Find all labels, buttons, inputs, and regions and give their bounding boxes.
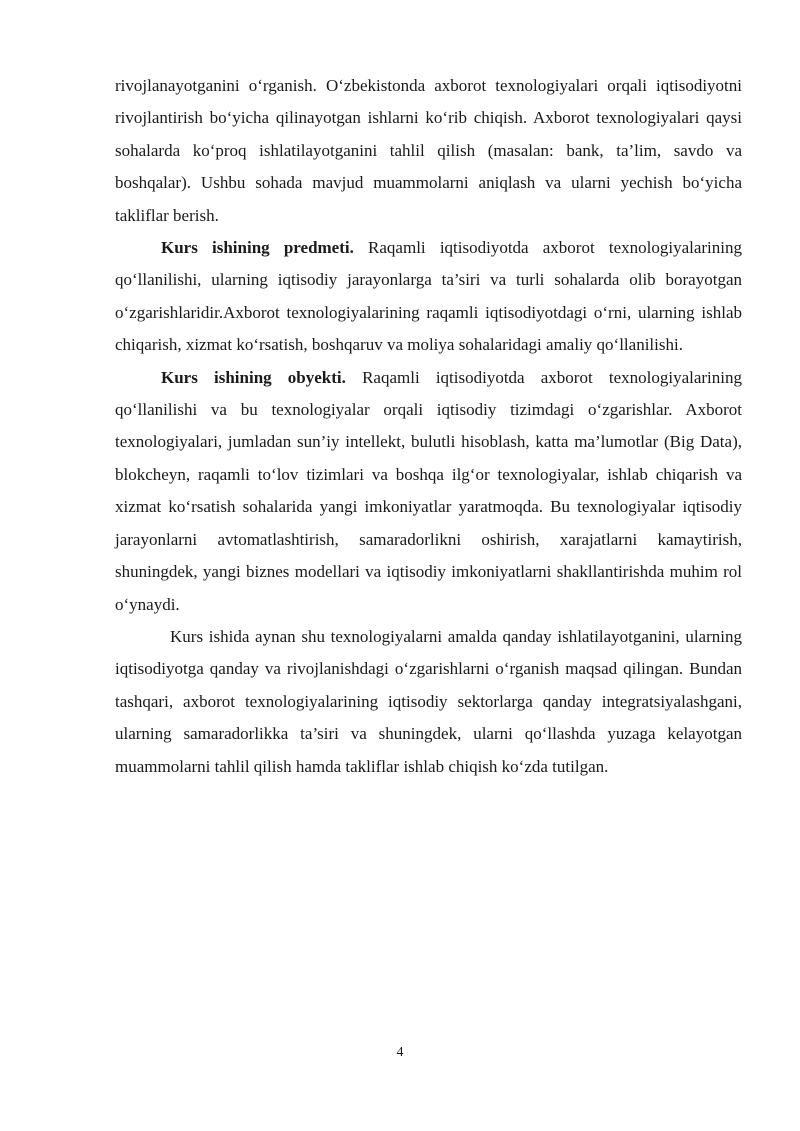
subject-heading: Kurs ishining predmeti. [161, 238, 354, 258]
paragraph-intro-continuation: rivojlanayotganini o‘rganish. O‘zbekistonda axborot texnologiyalari orqali iqtisodiyotni rivojlantirish bo‘yicha qilinayotgan ishlarni ko‘rib chiqish. Axborot texnologiyalari qaysi sohalarda ko‘proq ishlatilayotganini tahlil qilish (masalan: bank, ta’lim, savdo va boshqalar). Ushbu sohada mavjud muammolarni aniqlash va ularni yechish bo‘yicha takliflar berish. [115, 76, 742, 225]
page-number: 4 [396, 1045, 404, 1060]
subject-body: Raqamli iqtisodiyotda axborot texnologiyalarining qo‘llanilishi, ularning iqtisodiy jarayonlarga ta’siri va turli sohalarda olib borayotgan o‘zgarishlaridir.Axborot texnologiyalarining raqamli iqtisodiyotdagi o‘rni, ularning ishlab chiqarish, xizmat ko‘rsatish, boshqaruv va moliya sohalaridagi amaliy qo‘llanilishi. [115, 238, 742, 355]
paragraph-goal: Kurs ishida aynan shu texnologiyalarni amalda qanday ishlatilayotganini, ularning iqtisodiyotga qanday va rivojlanishdagi o‘zgarishlarni o‘rganish maqsad qilingan. Bundan tashqari, axborot texnologiyalarining iqtisodiy sektorlarga qanday integratsiyalashgani, ularning samaradorlikka ta’siri va shuningdek, ularni qo‘llashda yuzaga kelayotgan muammolarni tahlil qilish hamda takliflar ishlab chiqish ko‘zda tutilgan. [115, 626, 742, 776]
paragraph-object [115, 362, 742, 621]
object-body: Raqamli iqtisodiyotda axborot texnologiyalarining qo‘llanilishi va bu texnologiyalar orqali iqtisodiy tizimdagi o‘zgarishlar. Axborot texnologiyalari, jumladan sun’iy intellekt, bulutli hisoblash, katta ma’lumotlar (Big Data), blokcheyn, raqamli to‘lov tizimlari va boshqa ilg‘or texnologiyalar, ishlab chiqarish va xizmat ko‘rsatish sohalarida yangi imkoniyatlar yaratmoqda. Bu texnologiyalar iqtisodiy jarayonlarni avtomatlashtirish, samaradorlikni oshirish, xarajatlarni kamaytirish, shuningdek, yangi biznes modellari va iqtisodiy imkoniyatlarni shakllantirishda muhim rol o‘ynaydi. [115, 367, 742, 614]
object-heading: Kurs ishining obyekti. [161, 367, 346, 387]
paragraph-subject [115, 232, 742, 362]
document-page [115, 70, 742, 783]
